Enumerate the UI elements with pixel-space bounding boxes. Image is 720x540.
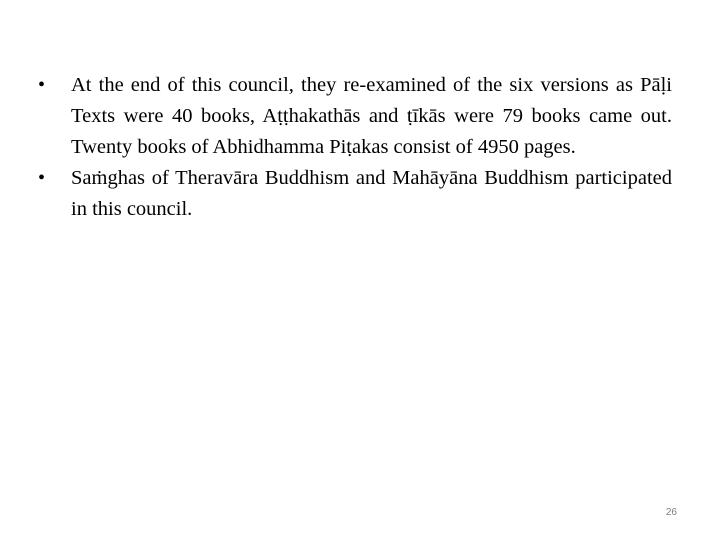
bullet-item	[0, 163, 672, 225]
bullet-text: Saṁghas of Theravāra Buddhism and Mahāyāna Buddhism participated in this council.	[71, 167, 672, 220]
bullet-item	[0, 70, 672, 163]
bullet-list	[0, 70, 720, 225]
bullet-text: At the end of this council, they re-examined of the six versions as Pāḷi Texts were 40 books, Aṭṭhakathās and ṭīkās were 79 books came out. Twenty books of Abhidhamma Piṭakas consist of 4950 pages.	[71, 74, 672, 158]
bullet-icon: •	[38, 167, 46, 189]
bullet-icon: •	[38, 74, 46, 96]
page-number: 26	[665, 507, 677, 518]
